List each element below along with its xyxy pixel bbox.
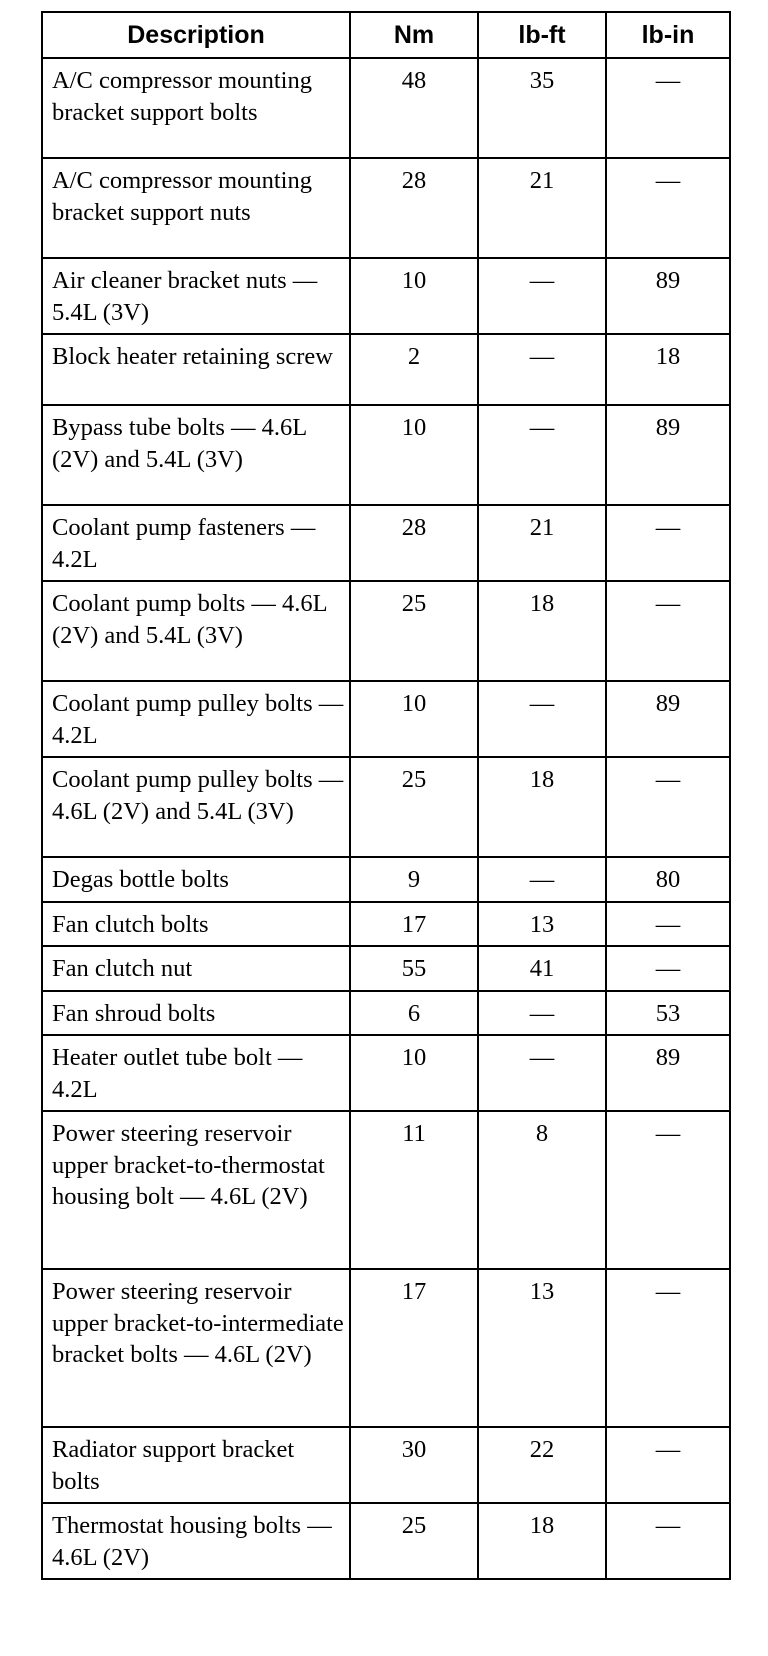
table-row [42, 258, 730, 334]
cell-lbin: 80 [606, 857, 730, 902]
cell-lbin: 18 [606, 334, 730, 405]
table-row [42, 681, 730, 757]
table-row [42, 58, 730, 158]
table-row [42, 857, 730, 902]
cell-lbft: — [478, 258, 606, 334]
cell-nm: 28 [350, 505, 478, 581]
cell-description: Coolant pump fasteners — 4.2L [42, 505, 350, 581]
cell-lbin: 53 [606, 991, 730, 1036]
cell-nm: 55 [350, 946, 478, 991]
table-body [42, 58, 730, 1579]
cell-lbft: 21 [478, 505, 606, 581]
cell-lbin: 89 [606, 258, 730, 334]
cell-nm: 9 [350, 857, 478, 902]
cell-nm: 11 [350, 1111, 478, 1269]
cell-description: Fan clutch nut [42, 946, 350, 991]
cell-description: Block heater retaining screw [42, 334, 350, 405]
cell-nm: 48 [350, 58, 478, 158]
cell-nm: 10 [350, 405, 478, 505]
cell-nm: 10 [350, 681, 478, 757]
cell-lbft: 22 [478, 1427, 606, 1503]
cell-lbft: 41 [478, 946, 606, 991]
cell-lbft: — [478, 857, 606, 902]
table-row [42, 405, 730, 505]
cell-description: Thermostat housing bolts — 4.6L (2V) [42, 1503, 350, 1579]
cell-lbft: 13 [478, 1269, 606, 1427]
header-description: Description [42, 12, 350, 58]
cell-lbft: 35 [478, 58, 606, 158]
cell-description: Power steering reservoir upper bracket-to-thermostat housing bolt — 4.6L (2V) [42, 1111, 350, 1269]
cell-lbft: — [478, 405, 606, 505]
cell-nm: 17 [350, 902, 478, 947]
cell-lbin: — [606, 1427, 730, 1503]
table-row [42, 1269, 730, 1427]
table-row [42, 946, 730, 991]
cell-description: Coolant pump bolts — 4.6L (2V) and 5.4L (3V) [42, 581, 350, 681]
cell-nm: 25 [350, 1503, 478, 1579]
header-lbin: lb-in [606, 12, 730, 58]
table-row [42, 902, 730, 947]
cell-description: Radiator support bracket bolts [42, 1427, 350, 1503]
table-row [42, 505, 730, 581]
cell-lbft: 18 [478, 1503, 606, 1579]
table-row [42, 334, 730, 405]
cell-description: Degas bottle bolts [42, 857, 350, 902]
cell-lbin: 89 [606, 1035, 730, 1111]
cell-description: Fan clutch bolts [42, 902, 350, 947]
cell-lbft: — [478, 991, 606, 1036]
cell-lbin: — [606, 1269, 730, 1427]
cell-lbft: 18 [478, 757, 606, 857]
cell-nm: 2 [350, 334, 478, 405]
cell-lbin: — [606, 505, 730, 581]
cell-nm: 28 [350, 158, 478, 258]
cell-nm: 30 [350, 1427, 478, 1503]
cell-lbft: 8 [478, 1111, 606, 1269]
table-row [42, 581, 730, 681]
cell-nm: 10 [350, 1035, 478, 1111]
cell-lbft: 21 [478, 158, 606, 258]
cell-description: Air cleaner bracket nuts — 5.4L (3V) [42, 258, 350, 334]
cell-nm: 17 [350, 1269, 478, 1427]
cell-lbin: 89 [606, 405, 730, 505]
cell-lbin: — [606, 158, 730, 258]
cell-lbin: — [606, 581, 730, 681]
table-row [42, 1427, 730, 1503]
cell-description: Coolant pump pulley bolts — 4.2L [42, 681, 350, 757]
cell-nm: 10 [350, 258, 478, 334]
cell-nm: 6 [350, 991, 478, 1036]
cell-lbin: — [606, 58, 730, 158]
cell-nm: 25 [350, 581, 478, 681]
cell-lbft: 18 [478, 581, 606, 681]
header-nm: Nm [350, 12, 478, 58]
cell-lbin: — [606, 902, 730, 947]
cell-description: Fan shroud bolts [42, 991, 350, 1036]
table-row [42, 158, 730, 258]
cell-lbft: 13 [478, 902, 606, 947]
cell-lbin: — [606, 1111, 730, 1269]
cell-description: A/C compressor mounting bracket support nuts [42, 158, 350, 258]
table-row [42, 1503, 730, 1579]
cell-lbin: — [606, 1503, 730, 1579]
cell-lbft: — [478, 334, 606, 405]
cell-lbin: — [606, 946, 730, 991]
cell-lbft: — [478, 1035, 606, 1111]
cell-lbin: — [606, 757, 730, 857]
header-row [42, 12, 730, 58]
cell-lbin: 89 [606, 681, 730, 757]
header-lbft: lb-ft [478, 12, 606, 58]
table-row [42, 757, 730, 857]
cell-description: Heater outlet tube bolt — 4.2L [42, 1035, 350, 1111]
cell-lbft: — [478, 681, 606, 757]
cell-nm: 25 [350, 757, 478, 857]
cell-description: Bypass tube bolts — 4.6L (2V) and 5.4L (3V) [42, 405, 350, 505]
cell-description: A/C compressor mounting bracket support bolts [42, 58, 350, 158]
table-row [42, 1111, 730, 1269]
table-row [42, 991, 730, 1036]
cell-description: Power steering reservoir upper bracket-to-intermediate bracket bolts — 4.6L (2V) [42, 1269, 350, 1427]
torque-spec-table [41, 11, 731, 1580]
table-row [42, 1035, 730, 1111]
cell-description: Coolant pump pulley bolts — 4.6L (2V) and 5.4L (3V) [42, 757, 350, 857]
table-header [42, 12, 730, 58]
